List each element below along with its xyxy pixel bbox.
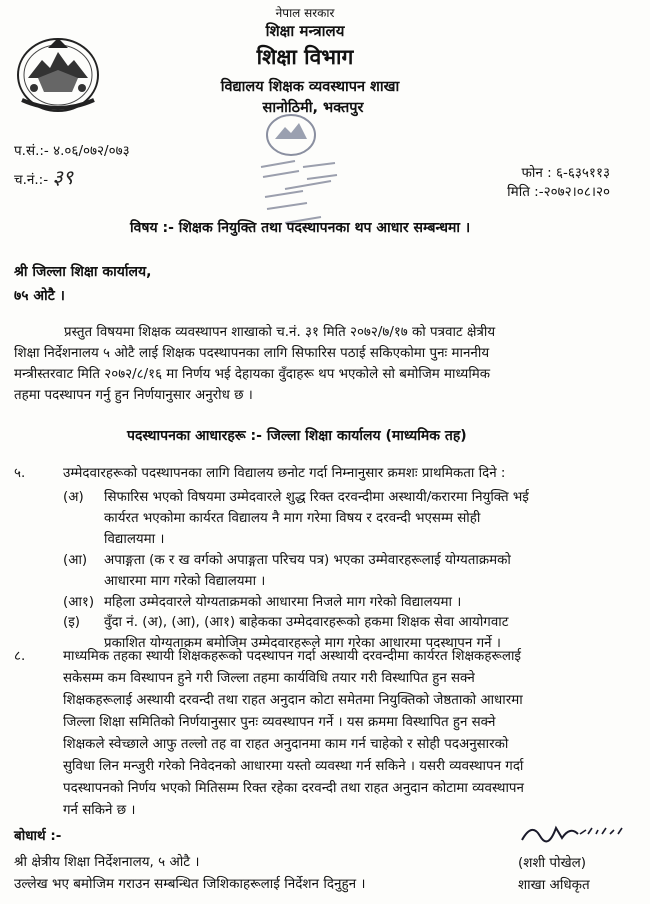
- cc-instruction: उल्लेख भए बमोजिम गराउन सम्बन्धित जिशिकाहरूलाई निर्देशन दिनुहुन ।: [14, 876, 366, 892]
- body-line: तहमा पदस्थापन गर्नु हुन निर्णयानुसार अनुरोध छ ।: [14, 388, 253, 403]
- chalani-label: च.नं.:-: [14, 172, 49, 188]
- letter-date: मिति :-२०७२।०८।२०: [507, 184, 610, 200]
- body-paragraph: [14, 322, 628, 406]
- addressee-office: श्री जिल्ला शिक्षा कार्यालय,: [14, 264, 152, 280]
- point-line: पदस्थापनको निर्णय भएको मितिसम्म रिक्त रहेका दरवन्दी तथा राहत अनुदान कोटामा व्यवस्थापन: [63, 781, 524, 796]
- subpoint-line: वुँदा नं. (अ), (आ), (आ१) बाहेकका उम्मेदवारहरूको हकमा शिक्षक सेवा आयोगवाट: [104, 615, 509, 630]
- subpoint-label: (आ१): [63, 595, 95, 610]
- subpoint-text: [104, 550, 632, 592]
- point-number: ८.: [14, 649, 26, 664]
- cc-recipient: श्री क्षेत्रीय शिक्षा निर्देशनालय, ५ ओटै ।: [14, 854, 200, 870]
- body-line: प्रस्तुत विषयमा शिक्षक व्यवस्थापन शाखाको च.नं. ३१ मिति २०७२/७/१७ को पत्रवाट क्षेत्रीय: [64, 325, 496, 340]
- ministry-name: शिक्षा मन्त्रालय: [265, 22, 345, 40]
- point-line: शिक्षकले स्वेच्छाले आफु तल्लो तह वा राहत अनुदानमा काम गर्न चाहेको र सोही पदअनुसारको: [63, 737, 509, 752]
- handwritten-signature: [518, 818, 628, 846]
- subpoint-label: (आ): [63, 553, 88, 568]
- point-text: [63, 646, 633, 822]
- subpoint-line: सिफारिस भएको विषयमा उम्मेदवारले शुद्ध रिक्त दरवन्दीमा अस्थायी/करारमा नियुक्ति भई: [104, 490, 529, 505]
- section-heading: पदस्थापनका आधारहरू :- जिल्ला शिक्षा कार्यालय (माध्यमिक तह): [127, 428, 467, 444]
- office-address: सानोठिमी, भक्तपुर: [262, 100, 364, 116]
- subpoint-text: [104, 487, 632, 550]
- chalani-number-row: [14, 163, 73, 190]
- office-stamp-icon: [255, 105, 350, 235]
- point-line: माध्यमिक तहका स्थायी शिक्षकहरूको पदस्थापन गर्दा अस्थायी दरवन्दीमा कार्यरत शिक्षकहरूलाई: [63, 649, 521, 664]
- subpoint-line: आधारमा माग गरेको विद्यालयमा ।: [104, 574, 266, 589]
- patra-sankhya: प.सं.:- ४.०६/०७२/०७३: [14, 143, 130, 159]
- subpoint-label: (इ): [63, 615, 81, 630]
- department-name: शिक्षा विभाग: [256, 45, 354, 69]
- subpoint-line: विद्यालयमा ।: [104, 532, 165, 547]
- point-line: जिल्ला शिक्षा समितिको निर्णयानुसार पुनः व्यवस्थापन गर्ने । यस क्रममा विस्थापित हुन सक्ने: [63, 715, 496, 730]
- subpoint-line: अपाङ्गता (क र ख वर्गको अपाङ्गता परिचय पत्र) भएका उम्मेवारहरूलाई योग्यताक्रमको: [104, 553, 511, 568]
- point-line: सुविधा लिन मन्जुरी गरेको निवेदनको आधारमा यस्तो व्यवस्था गर्न सकिने । यसरी व्यवस्थापन गर्दा: [63, 759, 524, 774]
- signer-post: शाखा अधिकृत: [518, 877, 590, 893]
- subpoint-label: (अ): [63, 490, 84, 505]
- chalani-number: ३९: [52, 165, 74, 189]
- body-line: मन्त्रीस्तरवाट मिति २०७२/८/१६ मा निर्णय भई देहायका वुँदाहरू थप भएकोले सो बमोजिम माध्यमिक: [14, 367, 491, 382]
- point-line: शिक्षकहरूलाई अस्थायी दरवन्दी तथा राहत अनुदान कोटा समेतमा नियुक्तिको जेष्ठताको आधारमा: [63, 693, 523, 708]
- subpoint-line: प्रकाशित योग्यताक्रम बमोजिम उम्मेदवारहरूले माग गरेका आधारमा पदस्थापन गर्ने ।: [104, 636, 501, 651]
- addressee-count: ७५ ओटै ।: [14, 288, 65, 304]
- cc-heading: बोधार्थ :-: [14, 828, 62, 844]
- point-text: उम्मेदवारहरूको पदस्थापनका लागि विद्यालय छनोट गर्दा निम्नानुसार क्रमशः प्राथमिकता दिने :: [63, 466, 506, 481]
- subpoint-text: [104, 592, 632, 613]
- phone-number: फोन : ६-६३५११३: [521, 165, 610, 181]
- point-line: गर्न सकिने छ ।: [63, 803, 136, 818]
- point-line: सकेसम्म कम विस्थापन हुने गरी जिल्ला तहमा कार्यविधि तयार गरी विस्थापित हुन सक्ने: [63, 671, 475, 686]
- section-name: विद्यालय शिक्षक व्यवस्थापन शाखा: [220, 79, 400, 95]
- signer-name: (शशी पोखेल): [518, 855, 587, 871]
- subpoint-line: कार्यरत भएकोमा कार्यरत विद्यालय नै माग गरेमा विषय र दरवन्दी भएसम्म सोही: [104, 511, 481, 526]
- point-number: ५.: [14, 466, 26, 481]
- body-line: शिक्षा निर्देशनालय ५ ओटै लाई शिक्षक पदस्थापनका लागि सिफारिस पठाई सकिएकोमा पुनः माननीय: [14, 346, 490, 361]
- govt-name: नेपाल सरकार: [275, 6, 335, 20]
- subpoint-line: महिला उम्मेदवारले योग्यताक्रमको आधारमा निजले माग गरेको विद्यालयमा ।: [104, 595, 462, 610]
- subject-line: विषय :- शिक्षक नियुक्ति तथा पदस्थापनका थप आधार सम्बन्धमा ।: [130, 220, 471, 236]
